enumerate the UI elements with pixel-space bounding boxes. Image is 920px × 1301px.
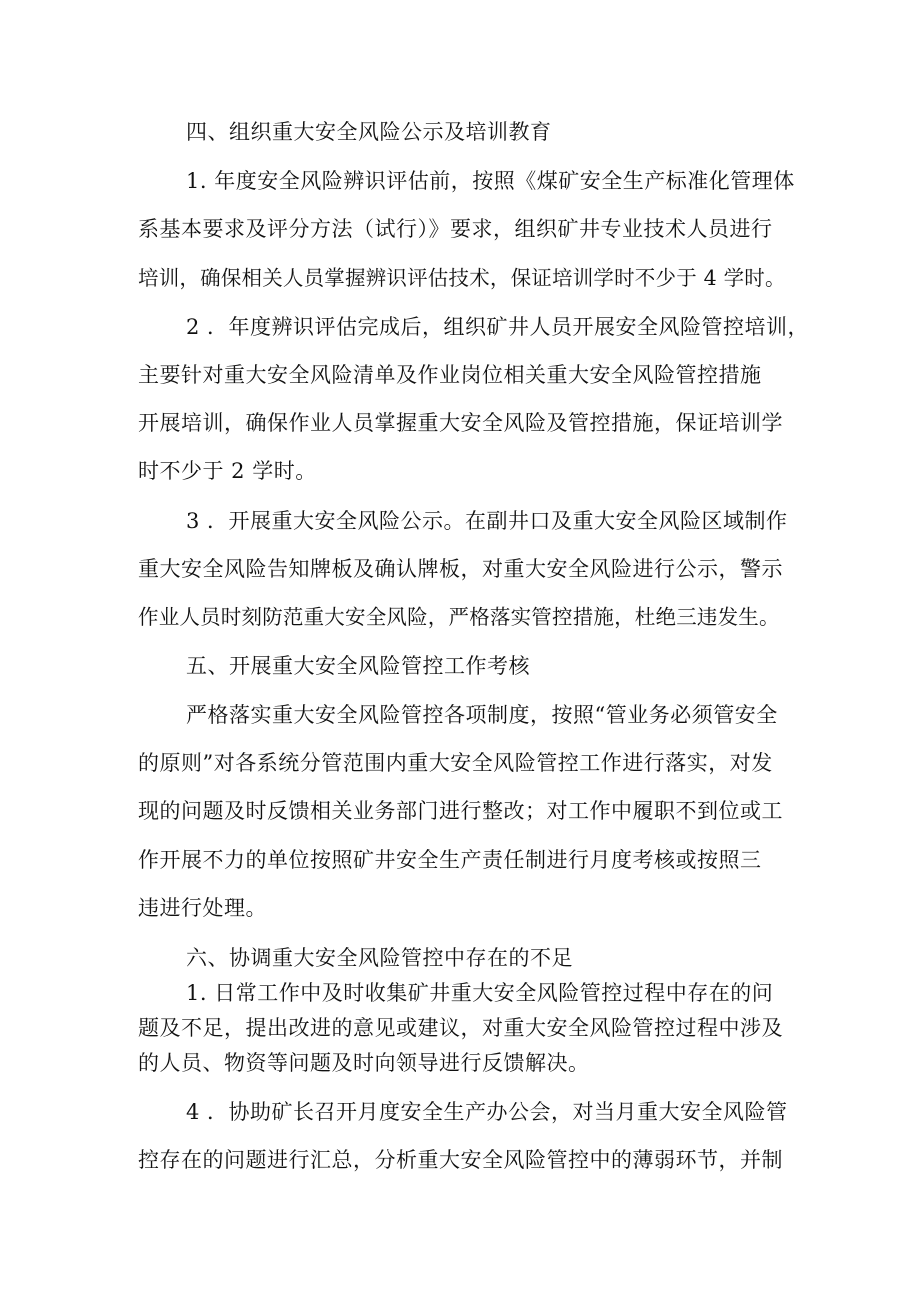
paragraph-line: 3 ．开展重大安全风险公示。在副井口及重大安全风险区域制作 [186, 509, 788, 533]
paragraph-line: 系基本要求及评分方法（试行）》要求，组织矿井专业技术人员进行 [138, 217, 773, 241]
paragraph-line: 的人员、物资等问题及时向领导进行反馈解决。 [138, 1051, 590, 1075]
paragraph-line: 重大安全风险告知牌板及确认牌板，对重大安全风险进行公示，警示 [138, 557, 783, 581]
paragraph-line: 作开展不力的单位按照矿井安全生产责任制进行月度考核或按照三 [138, 848, 762, 872]
paragraph-line: 4 ．协助矿长召开月度安全生产办公会，对当月重大安全风险管 [186, 1100, 788, 1124]
paragraph-line: 控存在的问题进行汇总，分析重大安全风险管控中的薄弱环节，并制 [138, 1148, 783, 1172]
paragraph-line: 作业人员时刻防范重大安全风险，严格落实管控措施，杜绝三违发生。 [138, 605, 780, 629]
paragraph-line: 主要针对重大安全风险清单及作业岗位相关重大安全风险管控措施 [138, 363, 762, 387]
paragraph-line: 严格落实重大安全风险管控各项制度，按照“管业务必须管安全 [186, 703, 778, 727]
paragraph-line: 的原则”对各系统分管范围内重大安全风险管控工作进行落实，对发 [138, 751, 773, 775]
section-heading-6: 六、协调重大安全风险管控中存在的不足 [186, 946, 573, 970]
paragraph-line: 1. 年度安全风险辨识评估前，按照《煤矿安全生产标准化管理体 [186, 169, 795, 193]
paragraph-line: 开展培训，确保作业人员掌握重大安全风险及管控措施，保证培训学 [138, 411, 783, 435]
paragraph-line: 1. 日常工作中及时收集矿井重大安全风险管控过程中存在的问 [186, 981, 774, 1005]
paragraph-line: 时不少于 2 学时。 [138, 459, 317, 483]
paragraph-line: 违进行处理。 [138, 896, 267, 920]
paragraph-line: 题及不足，提出改进的意见或建议，对重大安全风险管控过程中涉及 [138, 1016, 783, 1040]
section-heading-4: 四、组织重大安全风险公示及培训教育 [186, 120, 552, 144]
paragraph-line: 培训，确保相关人员掌握辨识评估技术，保证培训学时不少于 4 学时。 [138, 266, 786, 290]
paragraph-line: 2 ．年度辨识评估完成后，组织矿井人员开展安全风险管控培训， [186, 315, 810, 339]
paragraph-line: 现的问题及时反馈相关业务部门进行整改；对工作中履职不到位或工 [138, 799, 783, 823]
section-heading-5: 五、开展重大安全风险管控工作考核 [186, 654, 530, 678]
